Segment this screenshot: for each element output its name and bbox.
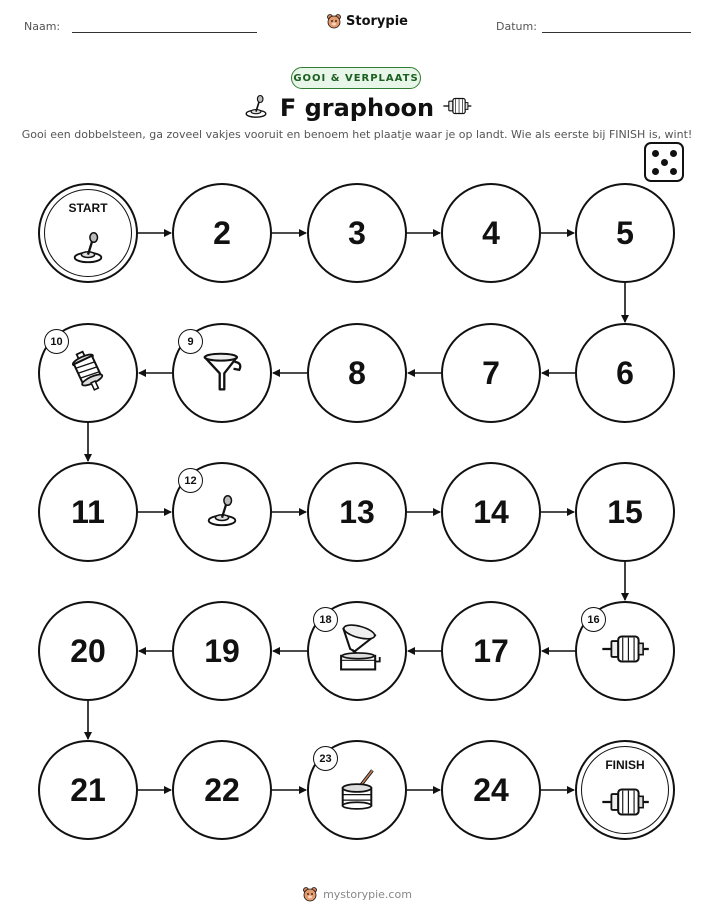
cell-number: 19: [204, 632, 240, 669]
paint-can-icon: [335, 766, 379, 815]
name-label: Naam:: [24, 20, 61, 33]
cell-number-badge: 23: [313, 746, 338, 771]
motor-icon: [600, 632, 650, 671]
cell-number: 20: [70, 632, 106, 669]
cell-number: 21: [70, 771, 106, 808]
board-cell-21: [38, 740, 138, 840]
board-cell-10: [38, 323, 138, 423]
footer-url[interactable]: mystorypie.com: [323, 887, 412, 901]
board-cell-7: [441, 323, 541, 423]
gramophone-icon: [332, 624, 382, 679]
cell-number: 4: [482, 214, 500, 251]
board-cell-1: [38, 183, 138, 283]
cell-number: 13: [339, 493, 375, 530]
cell-number: 11: [71, 493, 105, 530]
cell-number: 6: [616, 354, 634, 391]
board-cell-12: [172, 462, 272, 562]
board-cell-6: [575, 323, 675, 423]
board-cell-23: [307, 740, 407, 840]
cell-number: 17: [473, 632, 509, 669]
board-cell-2: [172, 183, 272, 283]
game-type-badge: GOOI & VERPLAATS: [291, 67, 421, 89]
cell-number-badge: 9: [178, 329, 203, 354]
board-cell-18: [307, 601, 407, 701]
board-cell-9: [172, 323, 272, 423]
board-cell-13: [307, 462, 407, 562]
board-cell-20: [38, 601, 138, 701]
board-cell-17: [441, 601, 541, 701]
finish-label: FINISH: [605, 758, 645, 772]
board-cell-24: [441, 740, 541, 840]
bear-icon: [302, 886, 318, 902]
board-cell-5: [575, 183, 675, 283]
date-label: Datum:: [496, 20, 537, 33]
instructions-text: Gooi een dobbelsteen, ga zoveel vakjes vooruit en benoem het plaatje waar je op landt. Wie als eerste bij FINISH is, wint!: [21, 128, 693, 141]
cell-number: 3: [348, 214, 366, 251]
board-cell-19: [172, 601, 272, 701]
cell-number-badge: 12: [178, 468, 203, 493]
joystick-icon: [203, 491, 241, 534]
cell-number: 14: [473, 493, 509, 530]
cell-number-badge: 10: [44, 329, 69, 354]
board-cell-15: [575, 462, 675, 562]
cell-number: 24: [473, 771, 509, 808]
board-cell-25: [575, 740, 675, 840]
board-cell-4: [441, 183, 541, 283]
board-cell-16: [575, 601, 675, 701]
cell-number: 7: [482, 354, 500, 391]
cell-number: 22: [204, 771, 240, 808]
cell-number: 2: [213, 214, 231, 251]
board-cell-11: [38, 462, 138, 562]
motor-icon: [600, 785, 650, 824]
spool-icon: [66, 349, 110, 398]
cell-number: 5: [616, 214, 634, 251]
cell-number-badge: 18: [313, 607, 338, 632]
cell-number: 15: [607, 493, 643, 530]
joystick-icon: [69, 228, 107, 271]
cell-number: 8: [348, 354, 366, 391]
board-cell-22: [172, 740, 272, 840]
start-label: START: [68, 201, 108, 215]
page-title: F graphoon: [279, 94, 435, 122]
board-cell-8: [307, 323, 407, 423]
funnel-icon: [199, 348, 245, 399]
cell-number-badge: 16: [581, 607, 606, 632]
brand-name: Storypie: [346, 13, 408, 29]
board-cell-14: [441, 462, 541, 562]
board-cell-3: [307, 183, 407, 283]
footer: [0, 886, 714, 902]
